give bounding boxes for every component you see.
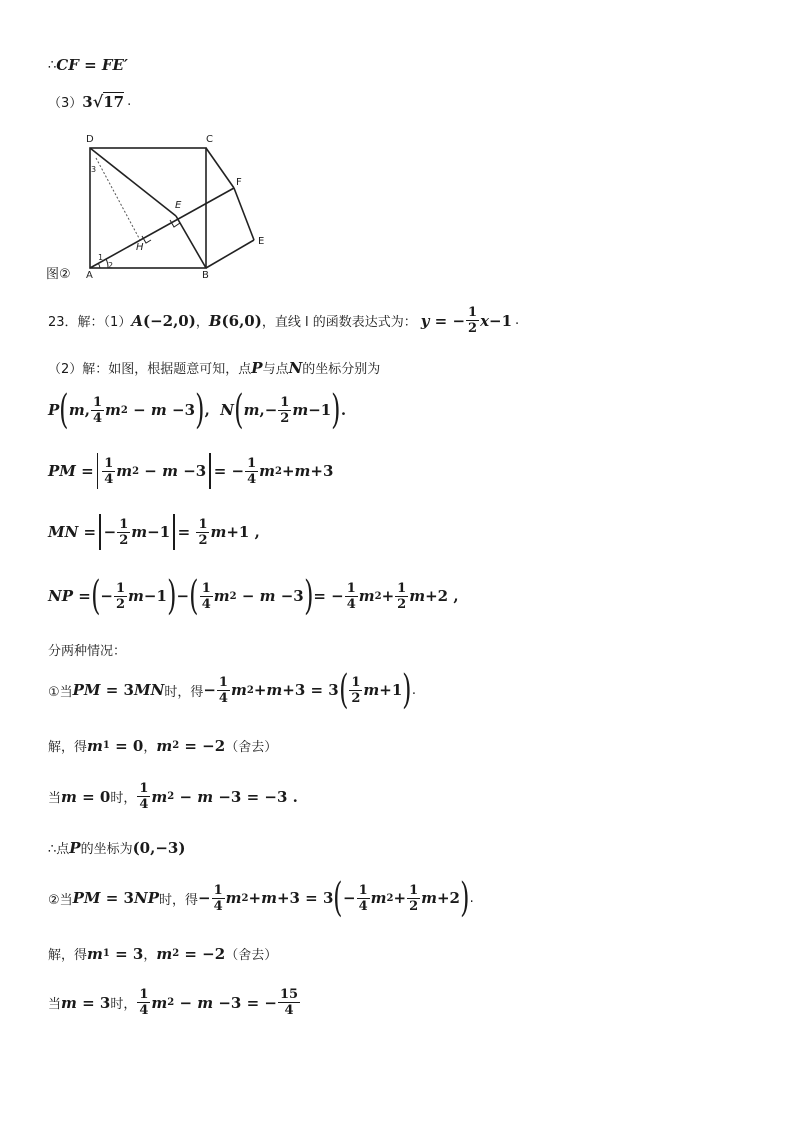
label-f: F — [236, 177, 242, 188]
part3-end: . — [127, 94, 132, 109]
mn-line: MN = − $\frac{1}{2}$ m −1 = $\frac{1}{2}$ m +1 , — [48, 514, 260, 550]
case2-mid: 时，得 — [159, 892, 199, 908]
coords-line: P ( m , $\frac{1}{4}$ m 2 − m −3 ) , N ( m ,− $\frac{1}{2}$ m −1 ) . — [48, 387, 347, 433]
p2-point-p: P — [251, 358, 263, 377]
sol2-line: 解，得 m 1 = 3 ， m 2 = −2 （舍去） — [48, 944, 278, 963]
case2-line: ②当 PM = 3 NP 时，得 − $\frac{1}{4}$ m 2 + m +3 = 3 ( − $\frac{1}{4}$ m 2 + $\frac{1}{2}$ m +2 ) . — [48, 875, 474, 921]
label-c: C — [206, 134, 213, 145]
np-line: NP = ( − $\frac{1}{2}$ m −1 ) − ( $\frac{1}{4}$ m 2 − m −3 ) = − $\frac{1}{4}$ m 2 + $\frac{1}{2}$ m +2 , — [48, 573, 459, 619]
geometry-figure — [48, 128, 288, 278]
sol2-sep: ， — [143, 948, 157, 963]
q23-head: 23．解：（1） — [48, 315, 132, 330]
answer-part3 — [48, 92, 131, 111]
sol1-sep: ， — [143, 740, 157, 755]
square-abcd — [90, 148, 206, 268]
label-b: B — [202, 270, 209, 278]
res1-coord: (0,−3) — [132, 838, 186, 857]
therefore-symbol: ∴ — [48, 57, 57, 73]
label-e: E — [258, 236, 265, 247]
label-a: A — [86, 270, 93, 278]
when2-line: 当 m = 3 时， $\frac{1}{4}$ m 2 − m −3 = − $\frac{15}{4}$ — [48, 987, 299, 1018]
point-b: B — [208, 311, 222, 330]
q23-end: . — [515, 313, 520, 328]
sol1-prefix: 解，得 — [48, 740, 88, 755]
when1-line: 当 m = 0 时， $\frac{1}{4}$ m 2 − m −3 = −3 . — [48, 781, 298, 812]
cf-fe-equation: CF = FE′ — [56, 56, 128, 74]
pm-line: PM = $\frac{1}{4}$ m 2 − m −3 = − $\frac{1}{4}$ m 2 + m +3 — [48, 453, 333, 489]
sol1-line: 解，得 m 1 = 0 ， m 2 = −2 （舍去） — [48, 736, 278, 755]
when1-prefix: 当 — [48, 791, 62, 806]
res1-line — [48, 838, 185, 857]
frac-half: $\frac{1}{2}$ — [468, 305, 478, 336]
sol1-note: （舍去） — [225, 740, 278, 755]
when2-mid: 时， — [110, 997, 137, 1012]
label-e-foot: E — [175, 200, 182, 211]
cases-heading: 分两种情况： — [48, 644, 127, 659]
case2-end: . — [469, 890, 474, 906]
line-af — [90, 188, 234, 268]
p2-point-n: N — [288, 358, 303, 377]
segment-fe — [234, 188, 254, 240]
label-angle-1: 1 — [98, 253, 104, 262]
case1-end: . — [411, 682, 417, 698]
label-d: D — [86, 134, 94, 145]
case1-mid: 时，得 — [164, 684, 204, 700]
segment-dfoot — [90, 148, 176, 216]
label-h: H — [136, 242, 144, 253]
segment-cf — [206, 148, 234, 188]
res1-prefix: ∴点 — [48, 842, 70, 857]
segment-eb — [206, 240, 254, 268]
sol2-note: （舍去） — [225, 948, 278, 963]
q23-part1: 23．解：（1） A (−2,0) ， B (6,0) ，直线 l 的函数表达式为： y = − $\frac{1}{2}$ x −1 . — [48, 305, 520, 336]
case1-line: ①当 PM = 3 MN 时，得 − $\frac{1}{4}$ m 2 + m +3 = 3 ( $\frac{1}{2}$ m +1 ) . — [48, 667, 417, 713]
q23-text: ，直线 l 的函数表达式为： — [261, 315, 417, 330]
res1-text: 的坐标为 — [80, 842, 133, 857]
p2-text1: （2）解：如图，根据题意可知，点 — [48, 362, 252, 377]
segment-foot-b — [176, 216, 206, 268]
sol2-prefix: 解，得 — [48, 948, 88, 963]
when1-mid: 时， — [110, 791, 137, 806]
part2-intro — [48, 358, 380, 377]
part3-label: （3） — [48, 96, 83, 111]
figure-caption: 图② — [46, 267, 71, 282]
part3-radicand: 17 — [103, 93, 125, 111]
res1-point-p: P — [69, 838, 81, 857]
line-cf-fe — [48, 56, 128, 74]
sqrt-symbol: √ — [92, 92, 104, 111]
case1-prefix: ①当 — [48, 684, 73, 700]
p2-text3: 的坐标分别为 — [302, 362, 381, 377]
point-a: A — [131, 311, 143, 330]
label-angle-2: 2 — [108, 261, 114, 270]
label-angle-3: 3 — [91, 165, 97, 174]
part3-coef: 3 — [82, 92, 93, 111]
line-expr-y: y — [420, 311, 430, 330]
when2-prefix: 当 — [48, 997, 62, 1012]
case2-prefix: ②当 — [48, 892, 73, 908]
q23-sep: ， — [195, 315, 209, 330]
p2-text2: 与点 — [262, 362, 289, 377]
